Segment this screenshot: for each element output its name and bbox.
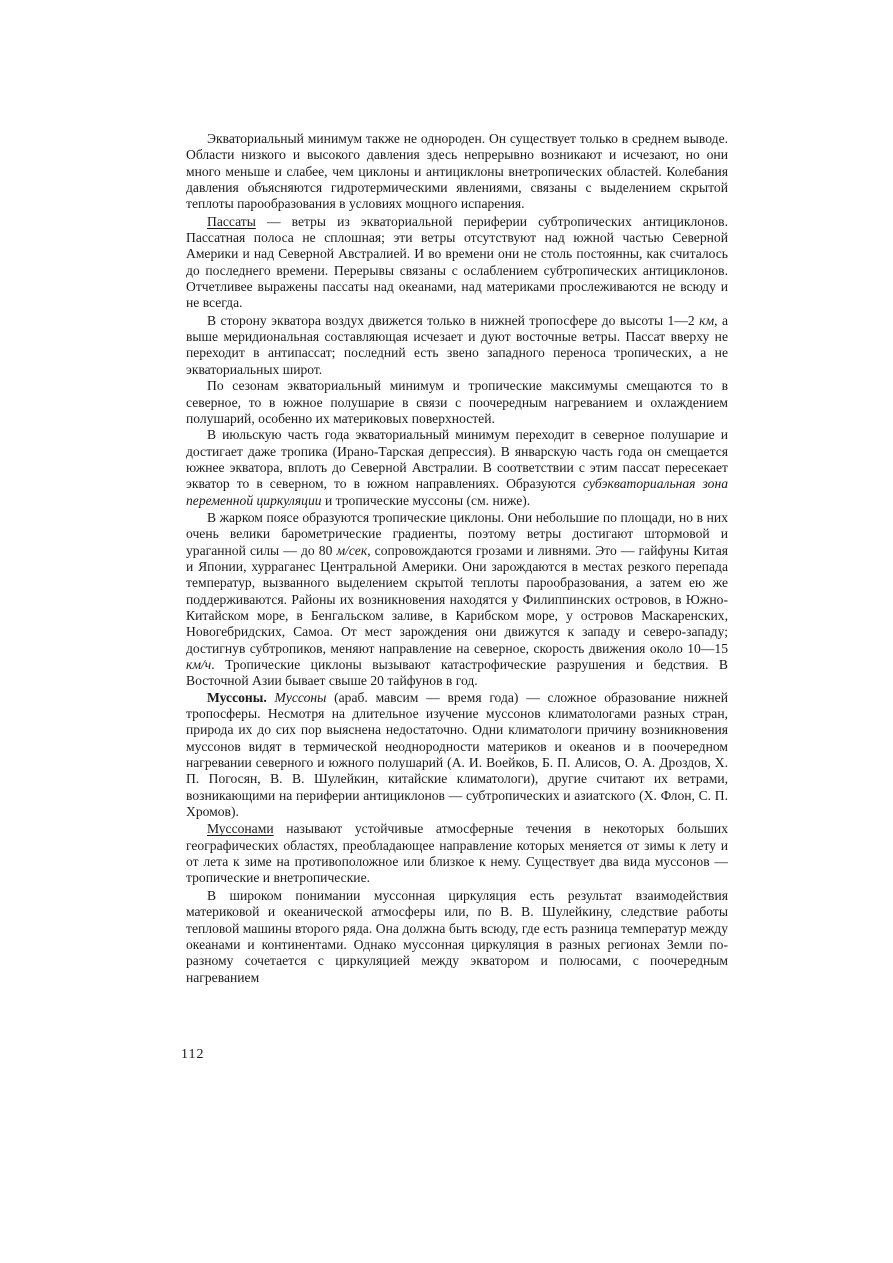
paragraph-trade-winds — [186, 214, 728, 312]
unit-km-per-hour: км/ч — [186, 657, 212, 672]
page-number: 112 — [181, 1047, 205, 1062]
paragraph-seasonal-shift — [186, 378, 728, 427]
paragraph-lower-troposphere — [186, 313, 728, 378]
paragraph-text: называют устойчивые атмосферные течения в некоторых больших географических областях, преобладающее направление которых меняется от зимы к лету и от лета к зиме на противоположное или близкое к нему. Существует два вида муссонов — тропические и внетропические. — [186, 821, 728, 886]
paragraph-text: В сторону экватора воздух движется только в нижней тропосфере до высоты 1—2 — [207, 312, 700, 328]
paragraph-text: В жарком поясе образуются тропические циклоны. Они небольшие по площади, но в них очень велики барометрические градиенты, поэтому ветры достигают штормовой и ураганной силы — до 80 — [186, 509, 728, 558]
term-subequatorial-zone: субэкваториальная зона переменной циркуляции — [186, 476, 728, 508]
term-monsoons-definition: Муссонами — [207, 821, 274, 837]
section-heading-monsoons: Муссоны. — [207, 689, 267, 705]
paragraph-text: , а выше меридиональная составляющая исчезает и дуют восточные ветры. Пассат вверху не переходит в антипассат; последний есть звено западного переноса тропических, а не экваториальных широт. — [186, 312, 728, 377]
paragraph-tropical-cyclones — [186, 510, 728, 690]
paragraph-text: — ветры из экваториальной периферии субтропических антициклонов. Пассатная полоса не сплошная; эти ветры отсутствуют над южной частью Северной Америки и над Северной Австралией. И во времени они не столь постоянны, как считалось до последнего времени. Перерывы связаны с ослаблением субтропических антициклонов. Отчетливее выражены пассаты над океанами, над материками прослеживаются не всюду и не всегда. — [186, 213, 728, 311]
paragraph-text: и тропические муссоны (см. ниже). — [321, 492, 531, 508]
paragraph-text: (араб. мавсим — время года) — сложное образование нижней тропосферы. Несмотря на длительное изучение муссонов климатологами разных стран, природа их до сих пор выяснена недостаточно. Одни климатологи причину возникновения муссонов видят в термической неоднородности материков и океанов и в поочередном нагревании северного и южного полушарий (А. И. Воейков, Б. П. Алисов, О. А. Дроздов, Х. П. Погосян, В. В. Шулейкин, китайские климатологи), другие считают их ветрами, возникающими на периферии антициклонов — субтропических и азиатского (Х. Флон, С. П. Хромов). — [186, 689, 728, 820]
term-monsoons: Муссоны — [274, 689, 327, 705]
paragraph-july-january — [186, 427, 728, 509]
paragraph-text: , сопровождаются грозами и ливнями. Это — гайфуны Китая и Японии, хурраганес Центральной Америки. Они зарождаются в местах резкого перепада температур, вызванного выделением скрытой теплоты парообразования, а затем ею же поддерживаются. Районы их возникновения находятся у Филиппинских островов, в Южно-Китайском море, в Бенгальском заливе, в Карибском море, у островов Маскаренских, Новогебридских, Самоа. От мест зарождения они движутся к западу и северо-западу; достигнув субтропиков, меняют направление на северное, скорость движения около 10—15 — [186, 542, 728, 656]
unit-m-per-sec: м/сек — [336, 542, 368, 558]
paragraph-equatorial-minimum — [186, 131, 728, 213]
paragraph-text: . Тропические циклоны вызывают катастрофические разрушения и бедствия. В Восточной Азии бывает свыше 20 тайфунов в год. — [186, 657, 728, 689]
paragraph-text: Экваториальный минимум также не однороден. Он существует только в среднем выводе. Области низкого и высокого давления здесь непрерывно возникают и исчезают, но они много меньше и слабее, чем циклоны и антициклоны внетропических областей. Колебания давления объясняются гидротермическими явлениями, связаны с выделением скрытой теплоты парообразования в условиях мощного испарения. — [186, 131, 728, 212]
body-text — [186, 131, 728, 987]
paragraph-text: По сезонам экваториальный минимум и тропические максимумы смещаются то в северное, то в южное полушарие в связи с поочередным нагреванием и охлаждением полушарий, особенно их материковых поверхностей. — [186, 378, 728, 426]
unit-km: км — [699, 312, 715, 328]
paragraph-text: В июльскую часть года экваториальный минимум переходит в северное полушарие и достигает даже тропика (Ирано-Тарская депрессия). В январскую часть года он смещается южнее экватора, вплоть до Северной Австралии. В соответствии с этим пассат пересекает экватор то в северном, то в южном направлениях. Образуются — [186, 427, 728, 492]
paragraph-monsoons — [186, 690, 728, 821]
paragraph-monsoon-circulation — [186, 888, 728, 986]
term-trade-winds: Пассаты — [207, 213, 256, 229]
paragraph-monsoon-definition — [186, 821, 728, 886]
paragraph-text: В широком понимании муссонная циркуляция есть результат взаимодействия материковой и океанической атмосферы или, по В. В. Шулейкину, следствие работы тепловой машины второго ряда. Она должна быть всюду, где есть разница температур между океанами и континентами. Однако муссонная циркуляция в разных регионах Земли по-разному сочетается с циркуляцией между экватором и полюсами, с поочередным нагреванием — [186, 887, 728, 985]
